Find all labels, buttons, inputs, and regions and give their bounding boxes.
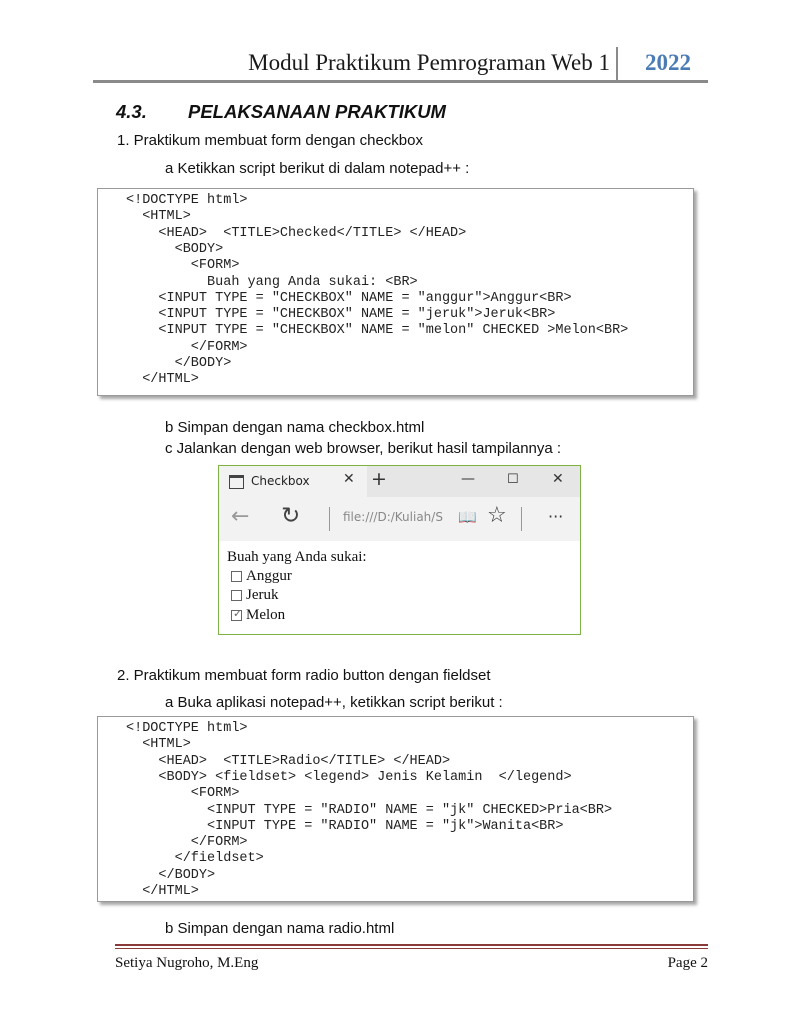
maximize-icon[interactable]: ☐ [507, 472, 519, 487]
back-icon[interactable]: ← [231, 504, 250, 529]
section-title: PELAKSANAAN PRAKTIKUM [188, 101, 446, 122]
code-line: <HTML> [126, 209, 191, 225]
code-line: <BODY> <fieldset> <legend> Jenis Kelamin </legend> [126, 769, 572, 785]
nav-separator [329, 507, 330, 531]
check-icon: ✓ [233, 607, 243, 620]
code-box-radio [97, 716, 694, 902]
code-line: </HTML> [126, 372, 199, 388]
code-line: Buah yang Anda sukai: <BR> [126, 274, 418, 290]
reading-view-icon[interactable]: 📖 [458, 508, 477, 526]
step-1-sub-b: b Simpan dengan nama checkbox.html [165, 419, 425, 436]
code-line: <FORM> [126, 786, 240, 802]
code-line: <INPUT TYPE = "CHECKBOX" NAME = "melon" CHECKED >Melon<BR> [126, 323, 629, 339]
step-1-sub-a: a Ketikkan script berikut di dalam notepad++ : [165, 160, 470, 177]
code-line: </HTML> [126, 884, 199, 899]
code-line: </fieldset> [126, 851, 264, 867]
code-line: <HEAD> <TITLE>Radio</TITLE> </HEAD> [126, 753, 451, 769]
step-2-sub-b: b Simpan dengan nama radio.html [165, 920, 395, 937]
page-content [219, 541, 580, 635]
page-label: Buah yang Anda sukai: [227, 549, 367, 565]
step-2-text: 2. Praktikum membuat form radio button dengan fieldset [117, 667, 491, 684]
more-icon[interactable]: ··· [548, 507, 564, 526]
close-icon[interactable]: ✕ [552, 471, 564, 487]
header-divider [616, 47, 618, 82]
footer-author: Setiya Nugroho, M.Eng [115, 955, 259, 971]
code-line: </BODY> [126, 867, 216, 883]
code-line: <INPUT TYPE = "CHECKBOX" NAME = "anggur">Anggur<BR> [126, 290, 572, 306]
code-line: <!DOCTYPE html> [126, 721, 248, 736]
browser-window [218, 465, 581, 635]
code-line: <INPUT TYPE = "RADIO" NAME = "jk">Wanita<BR> [126, 818, 564, 834]
checkbox-anggur[interactable] [231, 571, 242, 582]
code-line: <INPUT TYPE = "CHECKBOX" NAME = "jeruk">Jeruk<BR> [126, 307, 556, 323]
code-line: <HTML> [126, 737, 191, 753]
address-bar[interactable]: file:///D:/Kuliah/S [343, 510, 443, 524]
code-line: </BODY> [126, 356, 232, 371]
new-tab-icon[interactable]: + [371, 468, 387, 490]
step-2-sub-a: a Buka aplikasi notepad++, ketikkan script berikut : [165, 694, 503, 711]
section-number: 4.3. [116, 101, 147, 122]
favorite-star-icon[interactable]: ☆ [487, 503, 507, 528]
minimize-icon[interactable]: — [461, 471, 475, 487]
code-line: <INPUT TYPE = "RADIO" NAME = "jk" CHECKED>Pria<BR> [126, 802, 613, 818]
code-line: <HEAD> <TITLE>Checked</TITLE> </HEAD> [126, 225, 467, 241]
checkbox-label-anggur: Anggur [246, 568, 292, 584]
step-1-text: 1. Praktikum membuat form dengan checkbox [117, 132, 423, 149]
code-line: <FORM> [126, 258, 240, 274]
checkbox-label-melon: Melon [246, 607, 286, 623]
checkbox-label-jeruk: Jeruk [246, 587, 279, 603]
header-title: Modul Praktikum Pemrograman Web 1 [248, 50, 610, 75]
refresh-icon[interactable]: ↻ [281, 503, 301, 529]
code-box-checkbox [97, 188, 694, 396]
step-1-sub-c: c Jalankan dengan web browser, berikut hasil tampilannya : [165, 440, 562, 457]
tab-title: Checkbox [251, 474, 310, 488]
header-rule [93, 80, 708, 83]
nav-bar [219, 497, 580, 541]
tab-bar [219, 466, 580, 497]
header-year: 2022 [645, 50, 691, 75]
page-icon [229, 475, 244, 489]
code-line: </FORM> [126, 339, 248, 355]
nav-separator [521, 507, 522, 531]
tab-checkbox[interactable] [219, 466, 367, 497]
code-line: </FORM> [126, 835, 248, 851]
tab-close-icon[interactable]: ✕ [343, 471, 355, 487]
code-line: <BODY> [126, 241, 224, 257]
checkbox-jeruk[interactable] [231, 590, 242, 601]
footer-rule [115, 944, 708, 946]
footer-rule-thin [115, 948, 708, 949]
checkbox-melon[interactable] [231, 607, 243, 621]
code-line: <!DOCTYPE html> [126, 193, 248, 208]
footer-page-number: Page 2 [667, 955, 708, 971]
